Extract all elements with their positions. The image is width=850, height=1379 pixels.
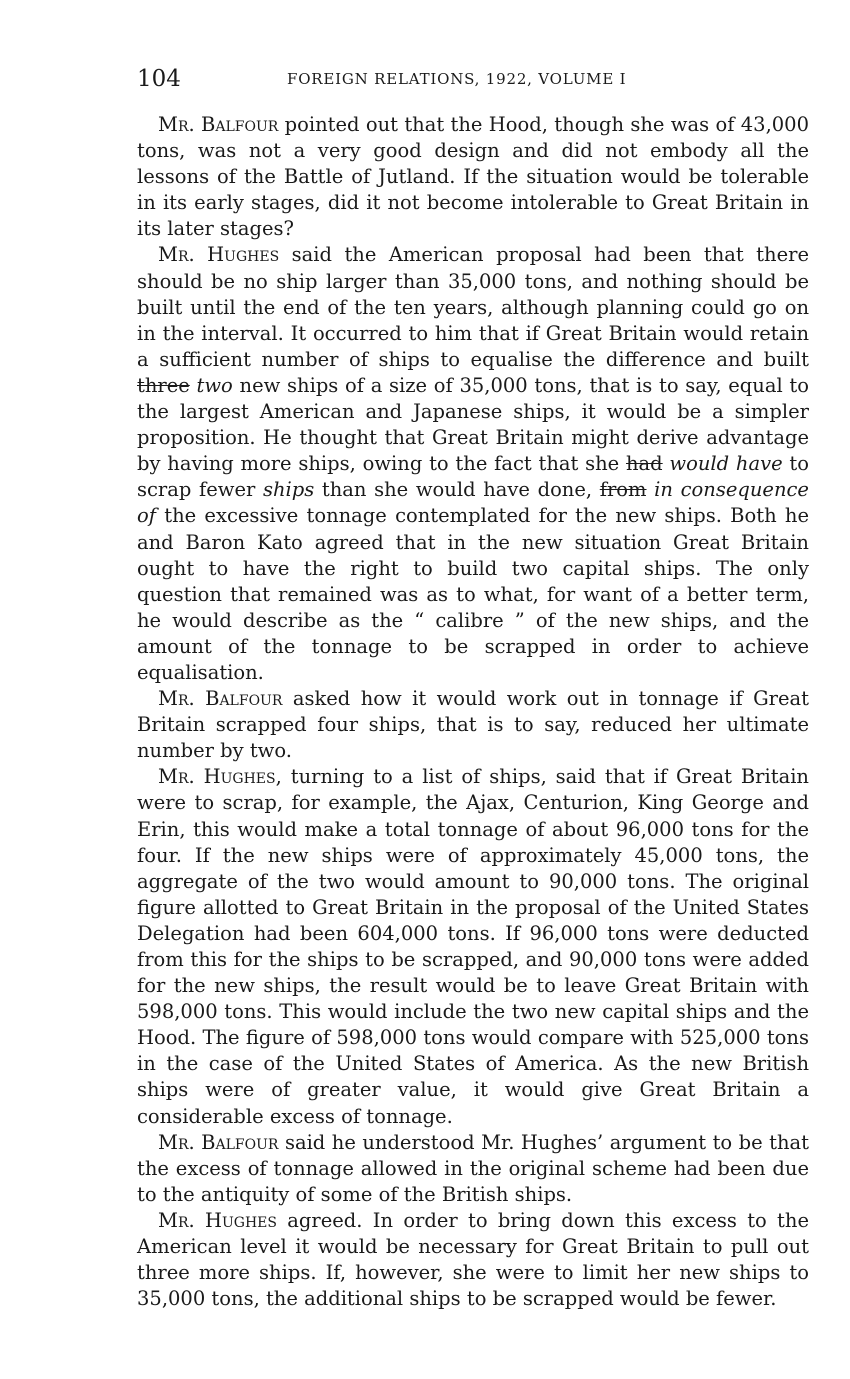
paragraph-text: than she would have done, (314, 478, 600, 502)
paragraph-text: pointed out that the Hood, though she was of 43,000 tons, was not a very good design and did not embody all the lessons of the Battle of Jutland. If the situation would be tolerable in its early stages, did it not become intolerable to Great Britain in its later stages? (137, 113, 809, 241)
paragraph (137, 1130, 809, 1208)
page-header (137, 66, 809, 96)
paragraph (137, 764, 809, 1129)
speaker-name: Mr. Balfour (158, 113, 279, 136)
paragraph-text: the excessive tonnage contemplated for the new ships. Both he and Baron Kato agreed that in the new situation Great Britain ought to have the right to build two capital ships. The only question that remained was as to what, for want of a better term, he would describe as the “ calibre ” of the new ships, and the amount of the tonnage to be scrapped in order to achieve equalisation. (137, 504, 809, 684)
paragraph-text (190, 374, 197, 397)
paragraph (137, 1208, 809, 1312)
speaker-name: Mr. Hughes (158, 1208, 277, 1232)
running-head: FOREIGN RELATIONS, 1922, VOLUME I (287, 70, 627, 88)
speaker-name: Mr. Hughes (158, 243, 280, 267)
speaker-name: Mr. Hughes, (158, 765, 282, 789)
document-body (137, 112, 809, 1312)
speaker-name: Mr. Balfour (158, 687, 283, 711)
paragraph-text: said the American proposal had been that there should be no ship larger than 35,000 tons, and nothing should be built until the end of the ten years, although planning could go on in the interval. It occurred to him that if Great Britain would retain a sufficient number of ships to equalise the difference and built (137, 243, 809, 371)
inserted-text: would have (669, 452, 783, 476)
paragraph (137, 112, 809, 242)
paragraph (137, 242, 809, 686)
paragraph-text: agreed. In order to bring down this excess to the American level it would be necessary for Great Britain to pull out three more ships. If, however, she were to limit her new ships to 35,000 tons, the additional ships to be scrapped would be fewer. (137, 1208, 809, 1311)
inserted-text: two (196, 373, 233, 397)
paragraph-text: asked how it would work out in tonnage if Great Britain scrapped four ships, that is to say, reduced her ultimate number by two. (137, 687, 809, 763)
struck-text: three (137, 373, 190, 397)
paragraph-text: new ships of a size of 35,000 tons, that is to say, equal to the largest American and Japanese ships, it would be a simpler proposition. He thought that Great Britain might derive advantage by having more ships, owing to the fact that she (137, 373, 809, 476)
inserted-text: in consequence of (137, 478, 809, 528)
paragraph-text: said he understood Mr. Hughes’ argument to be that the excess of tonnage allowed in the original scheme had been due to the antiquity of some of the British ships. (137, 1130, 809, 1206)
inserted-text: ships (262, 478, 315, 502)
speaker-name: Mr. Balfour (158, 1130, 279, 1154)
struck-text: from (599, 478, 647, 502)
paragraph (137, 686, 809, 764)
struck-text: had (625, 452, 663, 476)
paragraph-text: to scrap fewer (137, 452, 809, 502)
paragraph-text: turning to a list of ships, said that if Great Britain were to scrap, for example, the Ajax, Centurion, King George and Erin, this would make a total tonnage of about 96,000 tons for the four. If the new ships were of approximately 45,000 tons, the aggregate of the two would amount to 90,000 tons. The original figure allotted to Great Britain in the proposal of the United States Delegation had been 604,000 tons. If 96,000 tons were deducted from this for the ships to be scrapped, and 90,000 tons were added for the new ships, the result would be to leave Great Britain with 598,000 tons. This would include the two new capital ships and the Hood. The figure of 598,000 tons would compare with 525,000 tons in the case of the United States of America. As the new British ships were of greater value, it would give Great Britain a considerable excess of tonnage. (137, 765, 809, 1128)
page-number: 104 (137, 66, 181, 92)
